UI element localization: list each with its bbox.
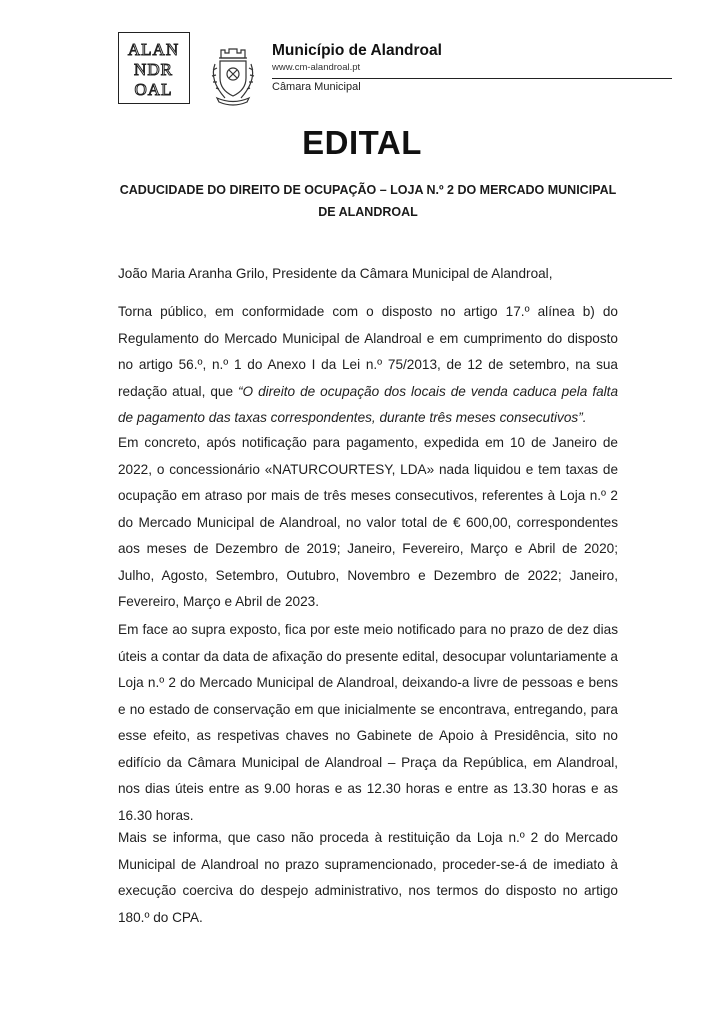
organization-website: www.cm-alandroal.pt — [272, 62, 361, 73]
paragraph-intro: João Maria Aranha Grilo, Presidente da Câmara Municipal de Alandroal, — [118, 266, 553, 281]
paragraph-announcement — [118, 299, 618, 432]
department-name: Câmara Municipal — [272, 81, 361, 93]
alandroal-logo — [118, 32, 190, 104]
organization-name: Município de Alandroal — [272, 42, 442, 59]
document-title: EDITAL — [302, 124, 422, 161]
paragraph-enforcement-warning: Mais se informa, que caso não proceda à restituição da Loja n.º 2 do Mercado Municipal de Alandroal no prazo supramencionado, proceder-se-á de imediato à execução coerciva do despejo administrativo, nos termos do disposto no artigo 180.º do CPA. — [118, 830, 618, 925]
document-subtitle: CADUCIDADE DO DIREITO DE OCUPAÇÃO – LOJA N.º 2 DO MERCADO MUNICIPAL DE ALANDROAL — [119, 183, 617, 219]
logo-line-3: OAL — [134, 80, 173, 99]
logo-line-1: ALAN — [127, 40, 180, 59]
municipal-coat-of-arms-icon — [203, 44, 263, 106]
paragraph-eviction-notice: Em face ao supra exposto, fica por este meio notificado para no prazo de dez dias úteis a contar da data de afixação do presente edital, desocupar voluntariamente a Loja n.º 2 do Mercado Municipal de Alandroal, deixando-a livre de pessoas e bens e no estado de conservação em que inicialmente se encontrava, entregando, para esse efeito, as respetivas chaves no Gabinete de Apoio à Presidência, sito no edifício da Câmara Municipal de Alandroal – Praça da República, em Alandroal, nos dias úteis entre as 9.00 horas e as 12.30 horas e entre as 13.30 horas e as 16.30 horas. — [118, 622, 618, 823]
regulation-quote: “O direito de ocupação dos locais de venda caduca pela falta de pagamento das taxas correspondentes, durante três meses consecutivos”. — [118, 383, 619, 425]
letterhead-divider — [272, 78, 672, 79]
paragraph-announcement-lead: Torna público, em conformidade com o disposto no artigo 17.º alínea b) do Regulamento do Mercado Municipal de Alandroal e em cumprimento do disposto no artigo 56.º, n.º 1 do Anexo I da Lei n.º 75/2013, de 12 de setembro, na sua redação atual, que — [118, 304, 618, 399]
paragraph-arrears-details: Em concreto, após notificação para pagamento, expedida em 10 de Janeiro de 2022, o concessionário «NATURCOURTESY, LDA» nada liquidou e tem taxas de ocupação em atraso por mais de três meses consecutivos, referentes à Loja n.º 2 do Mercado Municipal de Alandroal, no valor total de € 600,00, correspondentes aos meses de Dezembro de 2019; Janeiro, Fevereiro, Março e Abril de 2020; Julho, Agosto, Setembro, Outubro, Novembro e Dezembro de 2022; Janeiro, Fevereiro, Março e Abril de 2023. — [118, 435, 618, 609]
logo-line-2: NDR — [134, 60, 173, 79]
